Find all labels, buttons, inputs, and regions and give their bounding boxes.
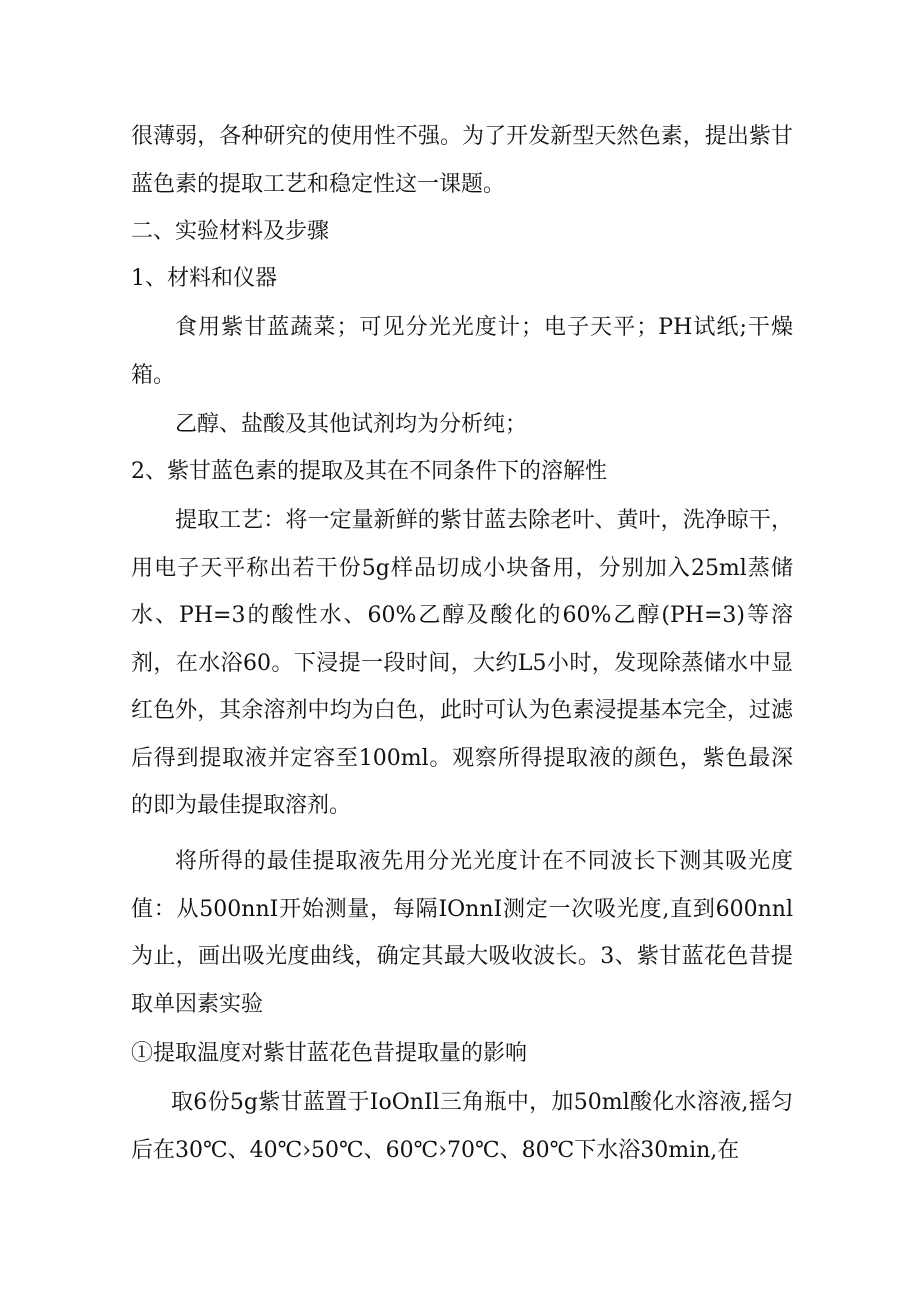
paragraph-intro: 很薄弱，各种研究的使用性不强。为了开发新型天然色素，提出紫甘蓝色素的提取工艺和稳定性这一课题。 xyxy=(131,124,793,197)
paragraph-materials: 食用紫甘蓝蔬菜；可见分光光度计；电子天平；PH试纸;干燥箱。 xyxy=(131,315,793,388)
subheading-materials-instruments: 1、材料和仪器 xyxy=(131,266,277,291)
subheading-temperature-effect: ①提取温度对紫甘蓝花色昔提取量的影响 xyxy=(131,1041,528,1066)
paragraph-absorbance: 将所得的最佳提取液先用分光光度计在不同波长下测其吸光度值：从500nnI开始测量，每隔IOnnI测定一次吸光度,直到600nnl为止，画出吸光度曲线，确定其最大吸收波长。3、紫甘蓝花色昔提取单因素实验 xyxy=(131,849,793,1017)
paragraph-reagents: 乙醇、盐酸及其他试剂均为分析纯； xyxy=(175,412,528,437)
paragraph-extraction-process: 提取工艺：将一定量新鲜的紫甘蓝去除老叶、黄叶，洗净晾干，用电子天平称出若干份5g样品切成小块备用，分别加入25ml蒸储水、PH=3的酸性水、60%乙醇及酸化的60%乙醇(PH=3)等溶剂，在水浴60。下浸提一段时间，大约L5小时，发现除蒸储水中显红色外，其余溶剂中均为白色，此时可认为色素浸提基本完全，过滤后得到提取液并定容至100ml。观察所得提取液的颜色，紫色最深的即为最佳提取溶剂。 xyxy=(131,508,793,818)
subheading-extraction-solubility: 2、紫甘蓝色素的提取及其在不同条件下的溶解性 xyxy=(131,459,607,484)
paragraph-temperature-experiment: 取6份5g紫甘蓝置于IoOnIl三角瓶中，加50ml酸化水溶液,摇匀后在30℃、40℃›50℃、60℃›70℃、80℃下水浴30min,在 xyxy=(131,1090,793,1163)
section-heading-materials-steps: 二、实验材料及步骤 xyxy=(131,219,330,244)
